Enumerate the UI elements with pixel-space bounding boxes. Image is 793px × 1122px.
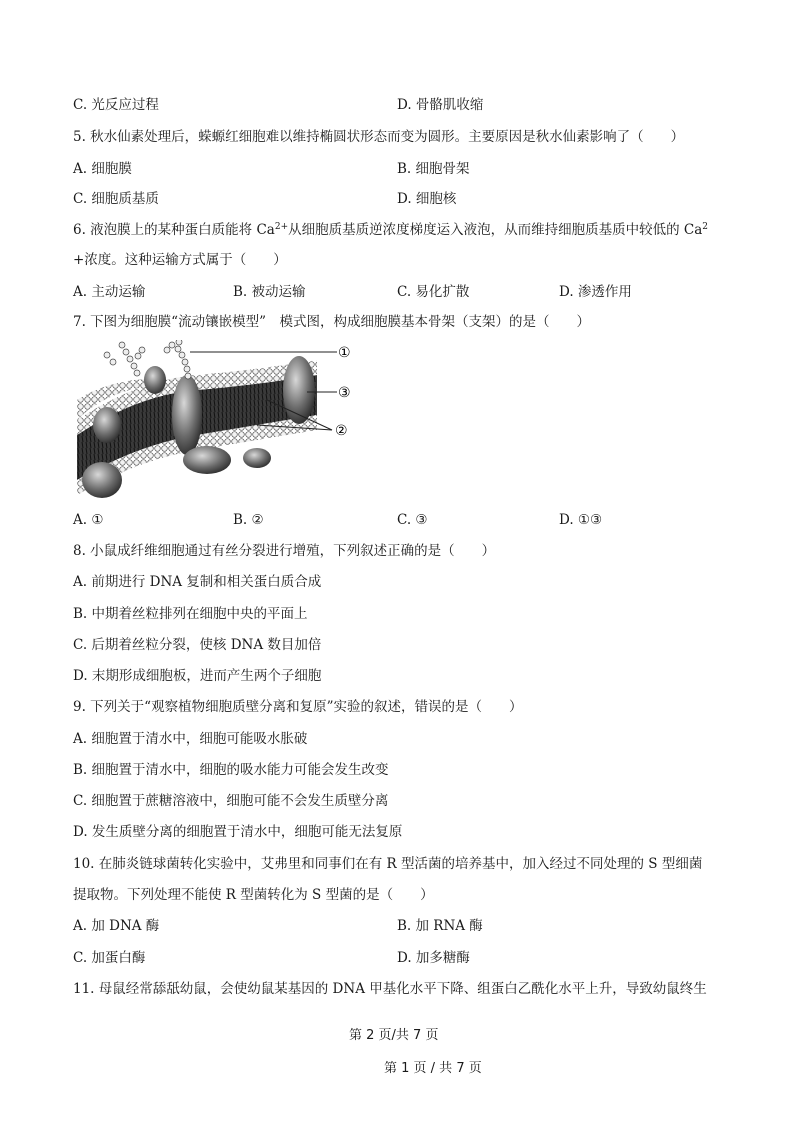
q6-option-d: D. 渗透作用: [559, 284, 632, 300]
q6-option-a: A. 主动运输: [73, 284, 146, 300]
label-1: ①: [338, 345, 351, 361]
q6-stem-line2: +浓度。这种运输方式属于（ ）: [73, 252, 287, 268]
q7-option-c: C. ③: [397, 512, 428, 528]
q10-option-c: C. 加蛋白酶: [73, 950, 146, 966]
q6-sup1: 2+: [274, 222, 289, 232]
q6-stem-line1: [73, 221, 708, 239]
q4-option-d: D. 骨骼肌收缩: [397, 97, 484, 113]
label-2: ②: [335, 423, 348, 439]
inner-page-number: 第 2 页/共 7 页: [349, 1028, 439, 1043]
q7-option-b: B. ②: [233, 512, 264, 528]
q6-sup2: 2: [702, 222, 709, 232]
q5-option-b: B. 细胞骨架: [397, 161, 470, 177]
q8-option-b: B. 中期着丝粒排列在细胞中央的平面上: [73, 606, 308, 622]
q9-option-b: B. 细胞置于清水中，细胞的吸水能力可能会发生改变: [73, 762, 389, 778]
q8-option-c: C. 后期着丝粒分裂，使核 DNA 数目加倍: [73, 637, 322, 653]
q10-stem-line2: 提取物。下列处理不能使 R 型菌转化为 S 型菌的是（ ）: [73, 887, 434, 903]
label-3: ③: [338, 385, 351, 401]
q6-option-c: C. 易化扩散: [397, 284, 470, 300]
q6-stem-b: 从细胞质基质逆浓度梯度运入液泡，从而维持细胞质基质中较低的 Ca: [288, 222, 703, 238]
q11-stem-line1: 11. 母鼠经常舔舐幼鼠，会使幼鼠某基因的 DNA 甲基化水平下降、组蛋白乙酰化水平上升，导致幼鼠终生: [73, 981, 707, 997]
q9-option-c: C. 细胞置于蔗糖溶液中，细胞可能不会发生质壁分离: [73, 793, 389, 809]
q4-option-c: C. 光反应过程: [73, 97, 159, 113]
q10-option-a: A. 加 DNA 酶: [73, 918, 160, 934]
q7-option-a: A. ①: [73, 512, 104, 528]
outer-page-number: 第 1 页 / 共 7 页: [384, 1061, 482, 1076]
q10-option-d: D. 加多糖酶: [397, 950, 470, 966]
q8-option-a: A. 前期进行 DNA 复制和相关蛋白质合成: [73, 574, 322, 590]
q5-option-d: D. 细胞核: [397, 191, 457, 207]
q10-option-b: B. 加 RNA 酶: [397, 918, 483, 934]
q6-option-b: B. 被动运输: [233, 284, 306, 300]
q8-option-d: D. 末期形成细胞板，进而产生两个子细胞: [73, 668, 322, 684]
q5-option-a: A. 细胞膜: [73, 161, 132, 177]
q8-stem: 8. 小鼠成纤维细胞通过有丝分裂进行增殖，下列叙述正确的是（ ）: [73, 543, 496, 559]
q9-stem: 9. 下列关于“观察植物细胞质壁分离和复原”实验的叙述，错误的是（ ）: [73, 699, 523, 715]
q6-stem-a: 6. 液泡膜上的某种蛋白质能将 Ca: [73, 222, 275, 238]
q7-stem: 7. 下图为细胞膜“流动镶嵌模型” 模式图，构成细胞膜基本骨架（支架）的是（ ）: [73, 314, 590, 330]
q9-option-a: A. 细胞置于清水中，细胞可能吸水胀破: [73, 731, 308, 747]
q5-option-c: C. 细胞质基质: [73, 191, 159, 207]
cell-membrane-diagram: [77, 340, 367, 500]
q10-stem-line1: 10. 在肺炎链球菌转化实验中，艾弗里和同事们在有 R 型活菌的培养基中，加入经过不同处理的 S 型细菌: [73, 856, 703, 872]
q9-option-d: D. 发生质壁分离的细胞置于清水中，细胞可能无法复原: [73, 824, 403, 840]
fluid-mosaic-model-illustration: [77, 340, 367, 500]
q7-option-d: D. ①③: [559, 512, 603, 528]
q5-stem: 5. 秋水仙素处理后，蝾螈红细胞难以维持椭圆状形态而变为圆形。主要原因是秋水仙素影响了（ ）: [73, 129, 685, 145]
